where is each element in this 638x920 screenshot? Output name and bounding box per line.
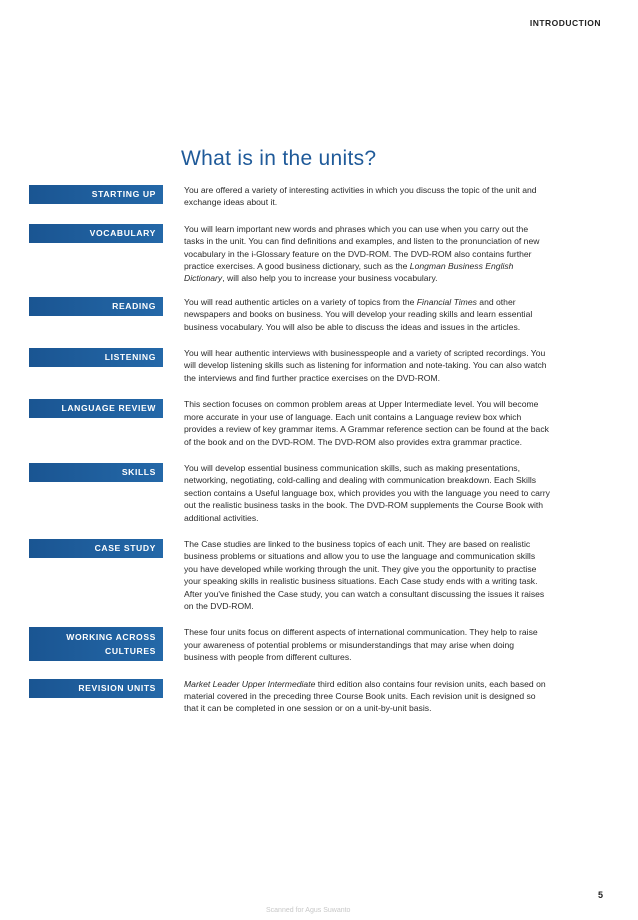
dictionary-title: Longman Business English Dictionary bbox=[184, 261, 514, 284]
text-part: , will also help you to increase your business vocabulary. bbox=[222, 273, 438, 284]
text-part: third edition also contains four revision units, each based on material covered in the preceding three Course Book units. Each revision unit is designed so that it can be completed in one session or on a unit-by-unit basis. bbox=[184, 678, 546, 714]
page-title: What is in the units? bbox=[181, 147, 377, 170]
section-text: You will develop essential business communication skills, such as making presentations, networking, negotiating, cold-calling and dealing with communication breakdown. Each Skills section contains a Useful language box, which provides you with the language you need to carry out the realistic business tasks in the book. The DVD-ROM supplements the Course Book with additional activities. bbox=[184, 462, 550, 523]
section-vocabulary bbox=[0, 223, 638, 285]
section-text bbox=[184, 223, 550, 285]
section-label: VOCABULARY bbox=[29, 224, 163, 243]
scan-watermark: Scanned for Agus Suwanto bbox=[266, 907, 351, 914]
units-sections bbox=[0, 184, 638, 729]
section-label bbox=[29, 627, 163, 661]
section-label: LANGUAGE REVIEW bbox=[29, 399, 163, 418]
section-label: READING bbox=[29, 297, 163, 316]
section-label: LISTENING bbox=[29, 348, 163, 367]
section-text: You will hear authentic interviews with businesspeople and a variety of scripted recordings. You will develop listening skills such as listening for information and note-taking. You can also watch the interviews and find further practice exercises on the DVD-ROM. bbox=[184, 348, 547, 383]
section-text: You are offered a variety of interesting activities in which you discuss the topic of the unit and exchange ideas about it. bbox=[184, 185, 537, 208]
text-part: and other newspapers and books on business. You will develop your reading skills and learn essential business vocabulary. You will also be able to discuss the ideas and issues in the articles. bbox=[184, 296, 533, 332]
section-starting-up bbox=[0, 184, 638, 209]
text-part: You will read authentic articles on a variety of topics from the bbox=[184, 296, 417, 307]
running-header: INTRODUCTION bbox=[529, 18, 601, 28]
section-text: These four units focus on different aspects of international communication. They help to raise your awareness of potential problems or misunderstandings that may arise when doing business with people from different cultures. bbox=[184, 627, 538, 663]
section-label: REVISION UNITS bbox=[29, 679, 163, 698]
section-listening bbox=[0, 347, 638, 384]
section-label: CASE STUDY bbox=[29, 539, 163, 558]
section-revision-units bbox=[0, 678, 638, 715]
text-part: You will learn important new words and phrases which you can use when you carry out the tasks in the unit. You can find definitions and examples, and listen to the pronunciation of new vocabulary in the i-Glossary feature on the DVD-ROM. The DVD-ROM also contains further practice exercises. A good business dictionary, such as the bbox=[184, 223, 540, 272]
section-label: SKILLS bbox=[29, 463, 163, 482]
section-text: This section focuses on common problem areas at Upper Intermediate level. You will become more accurate in your use of language. Each unit contains a Language review box which provides a review of key grammar items. A Grammar reference section can be found at the back of the book and on the DVD-ROM. The DVD-ROM also provides extra grammar practice. bbox=[184, 399, 549, 447]
section-working-across-cultures bbox=[0, 626, 638, 663]
section-text: The Case studies are linked to the business topics of each unit. They are based on realistic business problems or situations and allow you to use the language and communication skills you have developed while working through the unit. They give you the opportunity to practise your speaking skills in realistic business situations. Each Case study ends with a writing task. After you've finished the Case study, you can watch a consultant discussing the issues it raises on the DVD-ROM. bbox=[184, 538, 545, 611]
book-title: Market Leader Upper Intermediate bbox=[184, 678, 316, 689]
section-text bbox=[184, 678, 550, 715]
section-case-study bbox=[0, 538, 638, 612]
label-line: WORKING ACROSS bbox=[66, 632, 156, 643]
section-label: STARTING UP bbox=[29, 185, 163, 204]
section-skills bbox=[0, 462, 638, 524]
newspaper-title: Financial Times bbox=[416, 296, 477, 307]
section-reading bbox=[0, 296, 638, 333]
section-language-review bbox=[0, 398, 638, 448]
section-text bbox=[184, 296, 550, 333]
page-number: 5 bbox=[598, 890, 604, 900]
label-line: CULTURES bbox=[105, 646, 156, 657]
